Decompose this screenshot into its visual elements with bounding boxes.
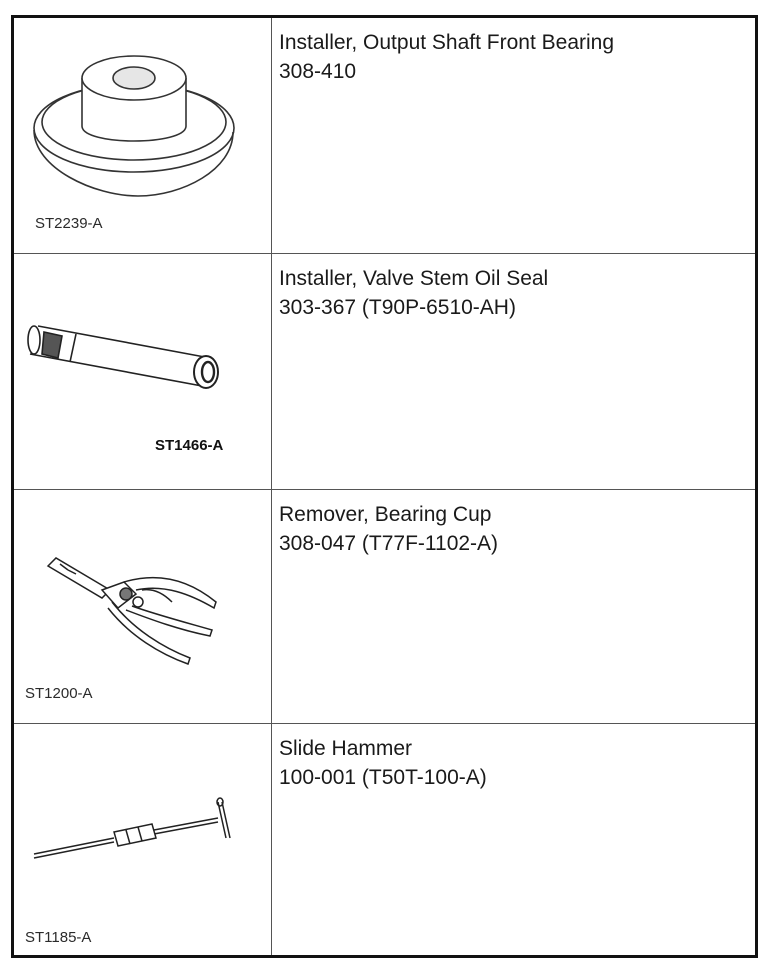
tool-illustration-cell <box>14 254 272 490</box>
tool-description-cell <box>272 18 755 254</box>
tool-number: 303-367 (T90P-6510-AH) <box>279 296 516 319</box>
tool-number: 308-047 (T77F-1102-A) <box>279 532 499 555</box>
tool-illustration-cell <box>14 490 272 724</box>
tool-illustration-cell <box>14 18 272 254</box>
illustration-code: ST2239-A <box>35 215 103 232</box>
tool-number: 308-410 <box>279 60 357 83</box>
tool-name: Slide Hammer <box>279 737 413 760</box>
tool-name: Installer, Output Shaft Front Bearing <box>279 31 615 54</box>
tool-description-cell <box>272 254 755 490</box>
illustration-code: ST1200-A <box>25 685 93 702</box>
tool-number: 100-001 (T50T-100-A) <box>279 766 487 789</box>
tool-illustration-cell <box>14 724 272 955</box>
special-tools-table <box>11 15 758 958</box>
tool-description-cell <box>272 724 755 955</box>
tool-description-cell <box>272 490 755 724</box>
slide-hammer-illustration <box>14 724 271 958</box>
tool-name: Installer, Valve Stem Oil Seal <box>279 267 549 290</box>
illustration-code: ST1185-A <box>25 929 92 946</box>
tool-name: Remover, Bearing Cup <box>279 503 492 526</box>
illustration-code: ST1466-A <box>155 437 224 454</box>
valve-seal-installer-illustration <box>14 254 271 490</box>
